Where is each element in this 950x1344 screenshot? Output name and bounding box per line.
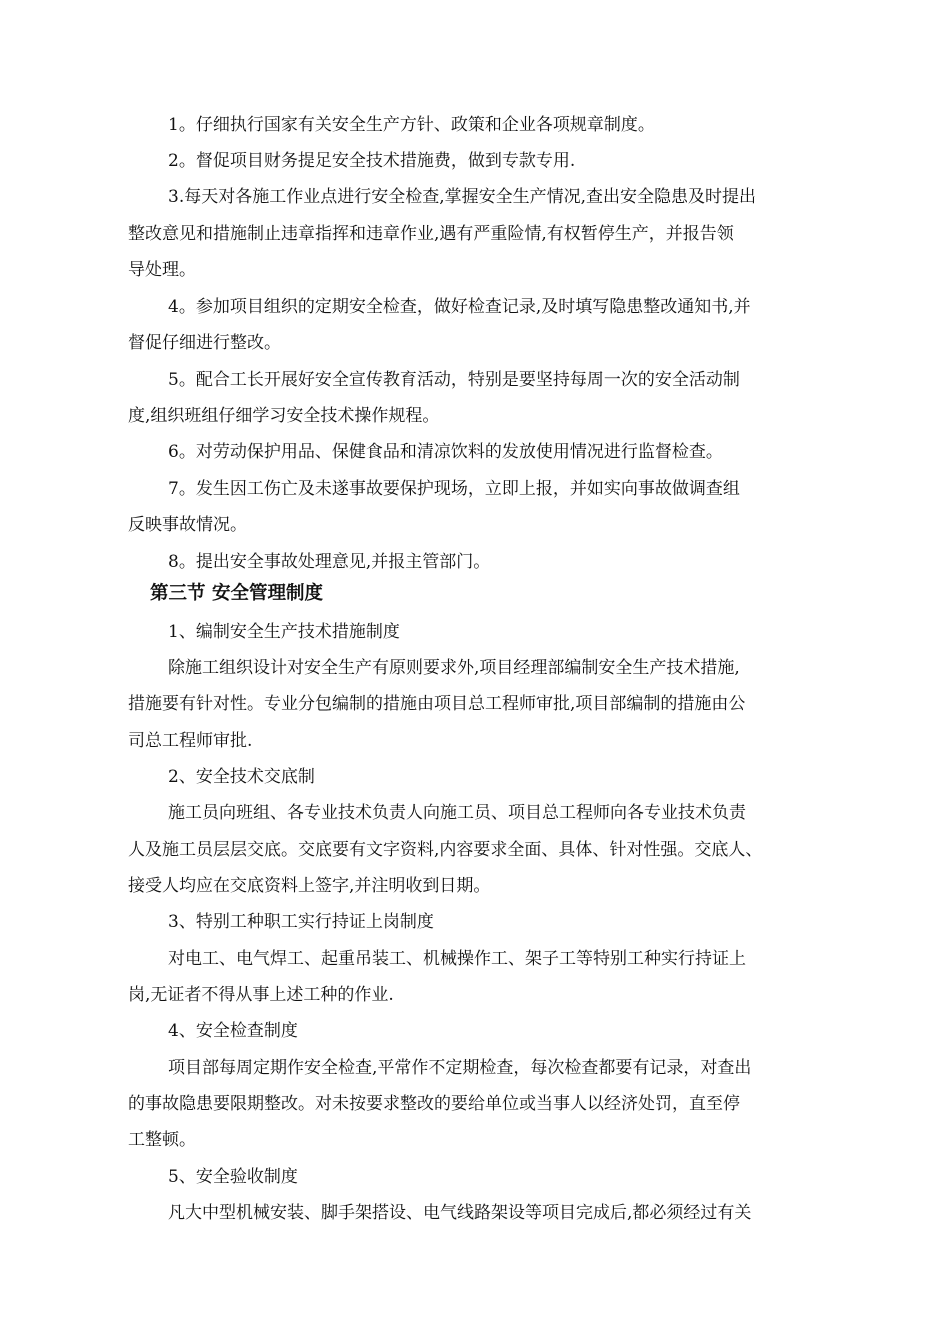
rule-3-line-1: 对电工、电气焊工、起重吊装工、机械操作工、架子工等特别工种实行持证上 — [168, 949, 746, 969]
rule-5-line-1: 凡大中型机械安装、脚手架搭设、电气线路架设等项目完成后,都必须经过有关 — [168, 1203, 752, 1223]
duty-1-line-1: 1。仔细执行国家有关安全生产方针、政策和企业各项规章制度。 — [168, 115, 655, 135]
rule-3-title: 3、特别工种职工实行持证上岗制度 — [168, 912, 434, 932]
duty-2-line-1: 2。督促项目财务提足安全技术措施费，做到专款专用. — [168, 151, 576, 171]
rule-1-line-1: 除施工组织设计对安全生产有原则要求外,项目经理部编制安全生产技术措施, — [168, 658, 740, 678]
rule-2-line-3: 接受人均应在交底资料上签字,并注明收到日期。 — [128, 876, 491, 896]
duty-4-line-2: 督促仔细进行整改。 — [128, 333, 281, 353]
duty-5-line-1: 5。配合工长开展好安全宣传教育活动，特别是要坚持每周一次的安全活动制 — [168, 370, 740, 390]
duty-3-line-2: 整改意见和措施制止违章指挥和违章作业,遇有严重险情,有权暂停生产，并报告领 — [128, 224, 734, 244]
duty-5-line-2: 度,组织班组仔细学习安全技术操作规程。 — [128, 406, 440, 426]
rule-2-line-2: 人及施工员层层交底。交底要有文字资料,内容要求全面、具体、针对性强。交底人、 — [128, 840, 763, 860]
rule-4-title: 4、安全检查制度 — [168, 1021, 298, 1041]
rule-2-line-1: 施工员向班组、各专业技术负责人向施工员、项目总工程师向各专业技术负责 — [168, 803, 746, 823]
rule-4-line-3: 工整顿。 — [128, 1130, 196, 1150]
rule-2-title: 2、安全技术交底制 — [168, 767, 315, 787]
rule-4-line-2: 的事故隐患要限期整改。对未按要求整改的要给单位或当事人以经济处罚，直至停 — [128, 1094, 740, 1114]
rule-3-line-2: 岗,无证者不得从事上述工种的作业. — [128, 985, 394, 1005]
rule-1-line-2: 措施要有针对性。专业分包编制的措施由项目总工程师审批,项目部编制的措施由公 — [128, 694, 746, 714]
duty-7-line-1: 7。发生因工伤亡及未遂事故要保护现场，立即上报，并如实向事故做调查组 — [168, 479, 740, 499]
rule-1-line-3: 司总工程师审批. — [128, 731, 253, 751]
duty-3-line-3: 导处理。 — [128, 260, 196, 280]
rule-5-title: 5、安全验收制度 — [168, 1167, 298, 1187]
duty-4-line-1: 4。参加项目组织的定期安全检查，做好检查记录,及时填写隐患整改通知书,并 — [168, 297, 751, 317]
duty-6-line-1: 6。对劳动保护用品、保健食品和清凉饮料的发放使用情况进行监督检查。 — [168, 442, 723, 462]
section-heading: 第三节 安全管理制度 — [150, 583, 323, 604]
rule-1-title: 1、编制安全生产技术措施制度 — [168, 622, 400, 642]
duty-7-line-2: 反映事故情况。 — [128, 515, 247, 535]
duty-8-line-1: 8。提出安全事故处理意见,并报主管部门。 — [168, 552, 491, 572]
rule-4-line-1: 项目部每周定期作安全检查,平常作不定期检查，每次检查都要有记录，对查出 — [168, 1058, 752, 1078]
duty-3-line-1: 3.每天对各施工作业点进行安全检查,掌握安全生产情况,查出安全隐患及时提出 — [168, 187, 757, 207]
